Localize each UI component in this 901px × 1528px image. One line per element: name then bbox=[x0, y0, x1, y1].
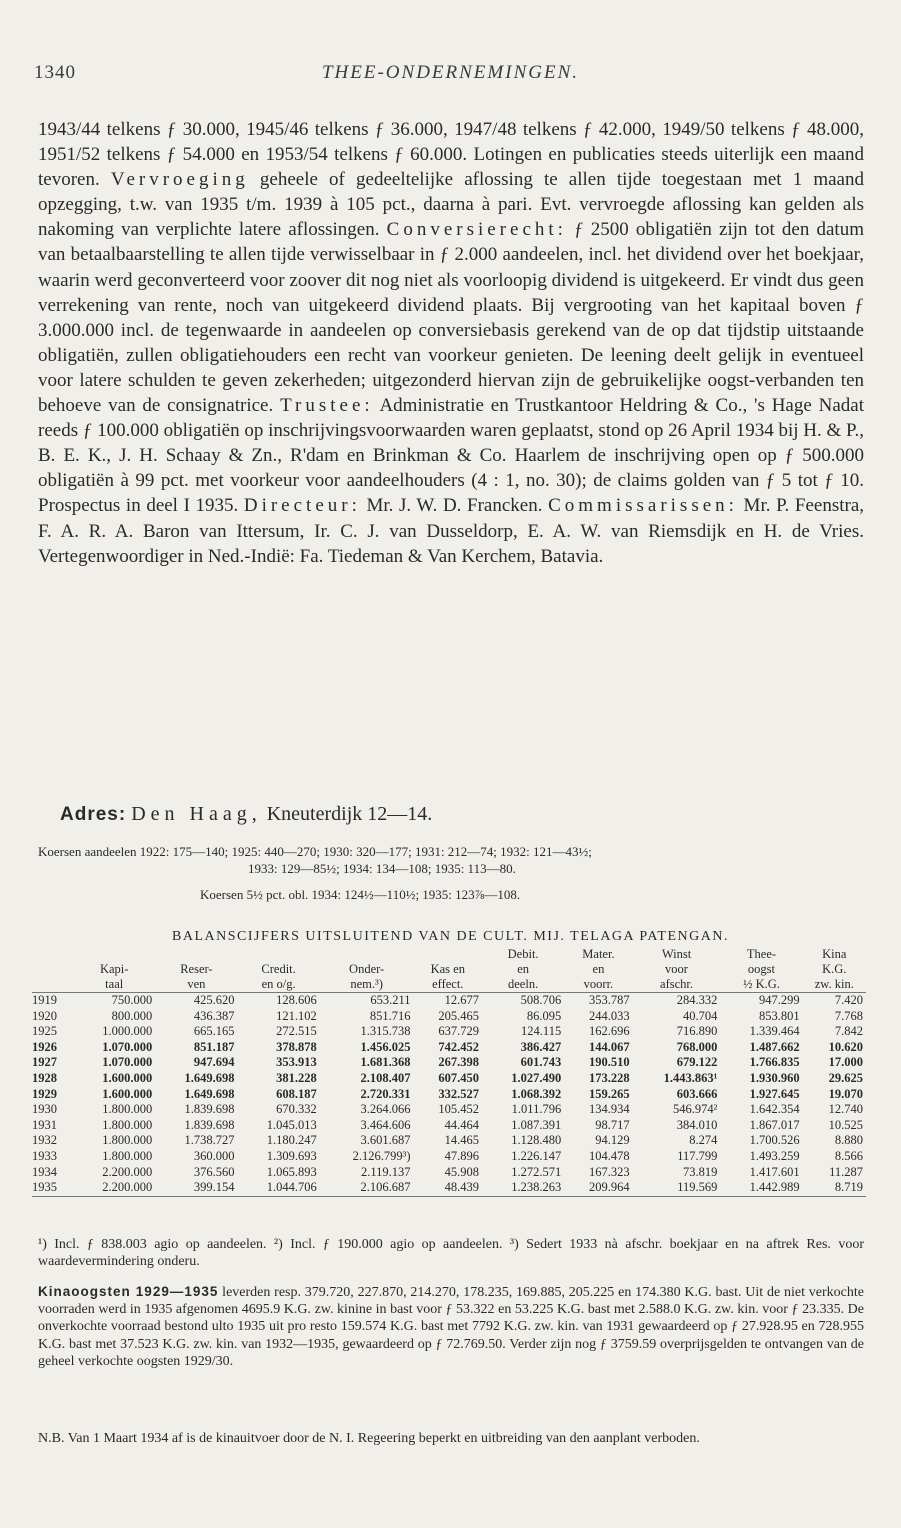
kina-harvest-paragraph bbox=[38, 1283, 864, 1370]
table-cell: 386.427 bbox=[520, 1039, 562, 1054]
table-header-row bbox=[32, 977, 866, 993]
body-paragraph bbox=[38, 117, 864, 569]
table-cell: 679.122 bbox=[676, 1055, 718, 1070]
table-cell: 45.908 bbox=[444, 1164, 479, 1179]
table-cell: 1.339.464 bbox=[749, 1024, 800, 1039]
year-cell: 1925 bbox=[32, 1024, 57, 1039]
table-cell: 353.787 bbox=[589, 993, 630, 1007]
table-cell: 7.420 bbox=[834, 993, 863, 1007]
column-header bbox=[32, 977, 73, 993]
table-cell: 1.649.698 bbox=[184, 1086, 235, 1101]
table-cell: 1.417.601 bbox=[749, 1164, 800, 1179]
table-cell: 3.601.687 bbox=[360, 1133, 411, 1148]
table-cell: 425.620 bbox=[193, 993, 235, 1007]
table-cell: 19.070 bbox=[828, 1086, 863, 1101]
year-cell: 1929 bbox=[32, 1086, 57, 1101]
table-cell: 742.452 bbox=[438, 1039, 479, 1054]
table-cell: 2.200.000 bbox=[73, 1180, 155, 1196]
table-cell: 716.890 bbox=[676, 1024, 718, 1039]
body-text-part: Mr. J. W. D. Francken. bbox=[360, 495, 549, 517]
column-header bbox=[155, 947, 237, 962]
table-row bbox=[32, 1009, 866, 1025]
table-row bbox=[32, 1102, 866, 1118]
table-cell: 1.800.000 bbox=[102, 1117, 153, 1132]
table-cell: 947.694 bbox=[193, 1055, 235, 1070]
table-cell: 1.315.738 bbox=[360, 1024, 411, 1039]
year-cell: 1931 bbox=[32, 1117, 57, 1132]
column-header bbox=[32, 947, 73, 962]
table-cell: 1.839.698 bbox=[184, 1117, 235, 1132]
table-cell: 1.011.796 bbox=[511, 1102, 562, 1117]
table-cell: 1.456.025 bbox=[360, 1039, 411, 1054]
table-cell: 1.068.392 bbox=[511, 1086, 562, 1101]
table-cell: 381.228 bbox=[276, 1070, 317, 1085]
table-row bbox=[32, 993, 866, 1009]
table-footnotes: ¹) Incl. ƒ 838.003 agio op aandeelen. ²) Incl. ƒ 190.000 agio op aandeelen. ³) Sedert 1933 nà afschr. boekjaar en na aftrek Res. voor waardevermindering onderu. bbox=[38, 1237, 864, 1269]
table-cell: 8.880 bbox=[834, 1133, 863, 1148]
column-header: deeln. bbox=[482, 977, 564, 993]
table-cell: 1.600.000 bbox=[102, 1086, 153, 1101]
table-cell: 190.510 bbox=[589, 1055, 630, 1070]
table-cell: 117.799 bbox=[677, 1148, 718, 1163]
table-cell: 653.211 bbox=[370, 993, 411, 1007]
body-text-part: ƒ 2500 obligatiën zijn tot den datum van betaalbaarstelling te allen tijde verwisselbaar in ƒ 2.000 aandeelen, incl. het dividend over het boekjaar, waarin werd geconverteerd voor zoover dit nog niet als voorloopig dividend is uitgekeerd. Er vindt dus geen verrekening van rente, noch van uitgekeerd dividend plaats. Bij vergrooting van het kapitaal boven ƒ 3.000.000 incl. de tegenwaarde in aandeelen op conversiebasis gerekend van de op dat tijdstip uitstaande obligatiën, zullen obligatiehouders een recht van voorkeur genieten. De leening deelt gelijk in eventueel voor latere schulden te geven zekerheden; uitgezonderd hiervan zijn de gebruikelijke oogst-verbanden ten behoeve van de consignatrice. bbox=[38, 219, 864, 417]
column-header: voor bbox=[665, 962, 688, 976]
table-cell: 1.927.645 bbox=[749, 1086, 800, 1101]
table-cell: 360.000 bbox=[193, 1148, 235, 1163]
table-cell: 48.439 bbox=[414, 1180, 482, 1196]
column-header: Debit. bbox=[507, 947, 539, 961]
table-cell: 1.027.490 bbox=[511, 1070, 562, 1085]
table-cell: 10.525 bbox=[828, 1117, 863, 1132]
table-cell: 162.696 bbox=[589, 1024, 630, 1039]
table-cell: 205.465 bbox=[438, 1008, 479, 1023]
table-cell: 1.087.391 bbox=[511, 1117, 562, 1132]
table-cell: 1.044.706 bbox=[238, 1180, 320, 1196]
body-text-part: Administratie en Trustkantoor Heldring & Co., 's Hage Nadat reeds ƒ 100.000 obligatiën op inschrijvingsvoorwaarden waren geplaatst, stond op 26 April 1934 bij H. & P., B. E. K., J. H. Schaay & Zn., R'dam en Brinkman & Co. Haarlem de inschrijving open op ƒ 500.000 obligatiën à 99 pct. met voorkeur voor aandeelhouders (4 : 1, no. 30); de claims golden van ƒ 5 tot ƒ 10. Prospectus in deel I 1935. bbox=[38, 395, 864, 517]
table-cell: 1.180.247 bbox=[266, 1133, 317, 1148]
share-prices bbox=[38, 844, 864, 877]
table-cell: 98.717 bbox=[595, 1117, 630, 1132]
table-cell: 7.842 bbox=[834, 1024, 863, 1039]
table-header-row bbox=[32, 962, 866, 977]
table-cell: 436.387 bbox=[193, 1008, 235, 1023]
column-header: Winst bbox=[661, 947, 692, 961]
year-cell: 1928 bbox=[32, 1070, 57, 1085]
table-cell: 11.287 bbox=[829, 1164, 863, 1179]
table-row bbox=[32, 1040, 866, 1056]
year-cell: 1935 bbox=[32, 1180, 73, 1196]
table-cell: 17.000 bbox=[828, 1055, 863, 1070]
table-cell: 173.228 bbox=[589, 1070, 630, 1085]
table-cell: 128.606 bbox=[276, 993, 317, 1007]
table-cell: 1.800.000 bbox=[102, 1148, 153, 1163]
column-header: effect. bbox=[414, 977, 482, 993]
year-cell: 1934 bbox=[32, 1164, 57, 1179]
column-header: oogst bbox=[747, 962, 776, 976]
table-cell: 1.800.000 bbox=[102, 1133, 153, 1148]
address-line bbox=[60, 803, 432, 826]
year-cell: 1932 bbox=[32, 1133, 57, 1148]
balance-table bbox=[32, 947, 866, 1197]
table-cell: 2.108.407 bbox=[360, 1070, 411, 1085]
table-cell: 608.187 bbox=[276, 1086, 317, 1101]
column-header: Mater. bbox=[582, 947, 615, 961]
address-label: Adres: bbox=[60, 804, 127, 825]
table-cell: 2.126.799³) bbox=[352, 1148, 411, 1163]
table-cell: 1.128.480 bbox=[511, 1133, 562, 1148]
table-cell: 1.493.259 bbox=[749, 1148, 800, 1163]
table-cell: 244.033 bbox=[589, 1008, 630, 1023]
table-cell: 607.450 bbox=[438, 1070, 479, 1085]
column-header bbox=[414, 947, 482, 962]
table-cell: 1.443.863¹ bbox=[663, 1070, 718, 1085]
table-header-row bbox=[32, 947, 866, 962]
table-cell: 73.819 bbox=[683, 1164, 718, 1179]
table-cell: 1.070.000 bbox=[102, 1039, 153, 1054]
table-cell: 8.274 bbox=[689, 1133, 718, 1148]
table-row bbox=[32, 1149, 866, 1165]
table-cell: 665.165 bbox=[193, 1024, 235, 1039]
table-cell: 399.154 bbox=[155, 1180, 237, 1196]
table-cell: 2.720.331 bbox=[360, 1086, 411, 1101]
table-cell: 10.620 bbox=[828, 1039, 863, 1054]
column-header bbox=[320, 947, 414, 962]
column-header: ½ K.G. bbox=[720, 977, 802, 993]
table-cell: 2.200.000 bbox=[102, 1164, 153, 1179]
table-cell: 167.323 bbox=[589, 1164, 630, 1179]
table-cell: 40.704 bbox=[683, 1008, 718, 1023]
column-header bbox=[32, 962, 73, 977]
vervroeging-label: Vervroeging bbox=[110, 169, 249, 191]
table-cell: 603.666 bbox=[676, 1086, 718, 1101]
table-cell: 12.677 bbox=[444, 993, 479, 1007]
table-cell: 8.566 bbox=[834, 1148, 863, 1163]
column-header: Onder- bbox=[349, 962, 385, 976]
table-cell: 119.569 bbox=[633, 1180, 721, 1196]
table-cell: 29.625 bbox=[828, 1070, 863, 1085]
table-cell: 1.238.263 bbox=[482, 1180, 564, 1196]
column-header: Credit. bbox=[261, 962, 296, 976]
column-header: Kas en bbox=[430, 962, 465, 976]
column-header bbox=[73, 947, 155, 962]
table-cell: 508.706 bbox=[520, 993, 562, 1007]
table-row bbox=[32, 1071, 866, 1087]
table-cell: 3.464.606 bbox=[360, 1117, 411, 1132]
column-header bbox=[238, 947, 320, 962]
column-header: afschr. bbox=[633, 977, 721, 993]
table-cell: 1.065.893 bbox=[266, 1164, 317, 1179]
address-city: Den Haag, bbox=[131, 803, 262, 825]
table-cell: 14.465 bbox=[444, 1133, 479, 1148]
table-cell: 1.766.835 bbox=[749, 1055, 800, 1070]
table-cell: 1.272.571 bbox=[511, 1164, 562, 1179]
table-cell: 637.729 bbox=[438, 1024, 479, 1039]
year-cell: 1919 bbox=[32, 993, 57, 1007]
table-cell: 1.839.698 bbox=[184, 1102, 235, 1117]
table-cell: 1.309.693 bbox=[266, 1148, 317, 1163]
year-cell: 1927 bbox=[32, 1055, 57, 1070]
table-cell: 7.768 bbox=[834, 1008, 863, 1023]
share-prices-line-2: 1933: 129—85½; 1934: 134—108; 1935: 113—80. bbox=[248, 860, 516, 876]
table-cell: 134.934 bbox=[589, 1102, 630, 1117]
table-cell: 670.332 bbox=[276, 1102, 317, 1117]
table-cell: 1.045.013 bbox=[266, 1117, 317, 1132]
table-cell: 144.067 bbox=[589, 1039, 630, 1054]
table-cell: 332.527 bbox=[438, 1086, 479, 1101]
table-cell: 284.332 bbox=[676, 993, 718, 1007]
table-cell: 2.106.687 bbox=[320, 1180, 414, 1196]
table-cell: 601.743 bbox=[520, 1055, 562, 1070]
table-cell: 384.010 bbox=[676, 1117, 718, 1132]
body-text-part: 1943/44 telkens ƒ 30.000, 1945/46 telkens ƒ 36.000, 1947/48 telkens ƒ 42.000, 1949/50 telkens ƒ 48.000, 1951/52 telkens ƒ 54.000 en 1953/54 telkens ƒ 60.000. Lotingen en publicaties steeds uiterlijk een maand tevoren. bbox=[38, 119, 864, 191]
table-cell: 750.000 bbox=[111, 993, 153, 1007]
table-row bbox=[32, 1165, 866, 1181]
table-cell: 47.896 bbox=[444, 1148, 479, 1163]
table-cell: 2.119.137 bbox=[361, 1164, 411, 1179]
column-header: en bbox=[517, 962, 529, 976]
table-cell: 104.478 bbox=[589, 1148, 630, 1163]
table-cell: 8.719 bbox=[803, 1180, 866, 1196]
table-cell: 851.716 bbox=[369, 1008, 411, 1023]
table-cell: 1.070.000 bbox=[102, 1055, 153, 1070]
directeur-label: Directeur: bbox=[243, 495, 361, 517]
table-cell: 1.649.698 bbox=[184, 1070, 235, 1085]
column-header: en o/g. bbox=[238, 977, 320, 993]
table-cell: 94.129 bbox=[595, 1133, 630, 1148]
table-cell: 1.642.354 bbox=[749, 1102, 800, 1117]
table-cell: 376.560 bbox=[193, 1164, 235, 1179]
bond-prices: Koersen 5½ pct. obl. 1934: 124½—110½; 1935: 123⅞—108. bbox=[200, 887, 521, 902]
table-cell: 12.740 bbox=[828, 1102, 863, 1117]
table-cell: 209.964 bbox=[564, 1180, 632, 1196]
table-cell: 851.187 bbox=[193, 1039, 235, 1054]
year-cell: 1930 bbox=[32, 1102, 57, 1117]
column-header: voorr. bbox=[564, 977, 632, 993]
table-row bbox=[32, 1180, 866, 1196]
table-cell: 159.265 bbox=[589, 1086, 630, 1101]
table-cell: 1.867.017 bbox=[749, 1117, 800, 1132]
table-cell: 947.299 bbox=[758, 993, 800, 1007]
table-cell: 768.000 bbox=[676, 1039, 718, 1054]
table-cell: 1.226.147 bbox=[511, 1148, 562, 1163]
table-cell: 267.398 bbox=[438, 1055, 479, 1070]
table-cell: 800.000 bbox=[111, 1008, 153, 1023]
page-number: 1340 bbox=[34, 62, 76, 83]
table-cell: 1.681.368 bbox=[360, 1055, 411, 1070]
table-cell: 3.264.066 bbox=[360, 1102, 411, 1117]
year-cell: 1920 bbox=[32, 1008, 57, 1023]
table-cell: 44.464 bbox=[444, 1117, 479, 1132]
body-text-part: Mr. P. Feenstra, F. A. R. A. Baron van Ittersum, Ir. C. J. van Dusseldorp, E. A. W. van Riemsdijk en H. de Vries. Vertegenwoordiger in Ned.-Indië: Fa. Tiedeman & Van Kerchem, Batavia. bbox=[38, 495, 865, 567]
table-cell: 1.442.989 bbox=[720, 1180, 802, 1196]
body-text-part: geheele of gedeeltelijke aflossing te allen tijde toegestaan met 1 maand opzegging, t.w. van 1935 t/m. 1939 à 105 pct., daarna à pari. Evt. vervroegde aflossing kan gelden als nakoming van verplichte latere aflossingen. bbox=[38, 169, 864, 241]
table-row bbox=[32, 1118, 866, 1134]
column-header: K.G. bbox=[822, 962, 847, 976]
table-cell: 124.115 bbox=[521, 1024, 562, 1039]
table-cell: 1.700.526 bbox=[749, 1133, 800, 1148]
balance-table-title: BALANSCIJFERS UITSLUITEND VAN DE CULT. MIJ. TELAGA PATENGAN. bbox=[172, 929, 729, 944]
column-header: ven bbox=[155, 977, 237, 993]
column-header: zw. kin. bbox=[803, 977, 866, 993]
table-cell: 1.000.000 bbox=[102, 1024, 153, 1039]
kina-harvest-label: Kinaoogsten 1929—1935 bbox=[38, 1284, 219, 1299]
column-header: Kina bbox=[822, 947, 847, 961]
share-prices-line-1: Koersen aandeelen 1922: 175—140; 1925: 440—270; 1930: 320—177; 1931: 212—74; 1932: 121—43½; bbox=[38, 844, 592, 859]
table-cell: 1.800.000 bbox=[102, 1102, 153, 1117]
column-header: nem.³) bbox=[320, 977, 414, 993]
conversierecht-label: Conversierecht: bbox=[386, 219, 567, 241]
column-header: Thee- bbox=[746, 947, 777, 961]
year-cell: 1926 bbox=[32, 1039, 57, 1054]
trustee-label: Trustee: bbox=[280, 395, 374, 417]
page-header bbox=[0, 62, 901, 92]
column-header: en bbox=[592, 962, 605, 976]
table-cell: 1.738.727 bbox=[184, 1133, 235, 1148]
table-cell: 86.095 bbox=[526, 1008, 562, 1023]
table-cell: 353.913 bbox=[276, 1055, 317, 1070]
table-row bbox=[32, 1024, 866, 1040]
table-cell: 1.600.000 bbox=[102, 1070, 153, 1085]
column-header: Reser- bbox=[180, 962, 213, 976]
running-title: THEE-ONDERNEMINGEN. bbox=[321, 62, 579, 83]
table-cell: 121.102 bbox=[276, 1008, 317, 1023]
table-row bbox=[32, 1087, 866, 1103]
year-cell: 1933 bbox=[32, 1148, 57, 1163]
column-header: taal bbox=[73, 977, 155, 993]
table-cell: 1.930.960 bbox=[749, 1070, 800, 1085]
table-row bbox=[32, 1055, 866, 1071]
column-header: Kapi- bbox=[99, 962, 129, 976]
table-cell: 378.878 bbox=[276, 1039, 317, 1054]
table-cell: 1.487.662 bbox=[749, 1039, 800, 1054]
commissarissen-label: Commissarissen: bbox=[548, 495, 738, 517]
table-cell: 853.801 bbox=[758, 1008, 800, 1023]
table-row bbox=[32, 1133, 866, 1149]
table-cell: 105.452 bbox=[438, 1102, 479, 1117]
table-cell: 546.974² bbox=[673, 1102, 718, 1117]
table-cell: 272.515 bbox=[276, 1024, 317, 1039]
address-street: Kneuterdijk 12—14. bbox=[261, 803, 433, 825]
nb-note: N.B. Van 1 Maart 1934 af is de kinauitvoer door de N. I. Regeering beperkt en uitbreiding van den aanplant verboden. bbox=[38, 1431, 700, 1446]
kina-harvest-text: leverden resp. 379.720, 227.870, 214.270, 178.235, 169.885, 205.225 en 174.380 K.G. bast. Uit de niet verkochte voorraden werd in 1935 afgenomen 4695.9 K.G. zw. kinine in bast voor ƒ 53.322 en 53.225 K.G. bast met 2.588.0 K.G. zw. kin. voor ƒ 23.335. De onverkochte voorraad bestond ulto 1935 uit pro resto 159.574 K.G. bast met 7792 K.G. zw. kin. van 1931 gewaardeerd op ƒ 27.928.95 en 728.955 K.G. bast met 37.523 K.G. zw. kin. van 1932—1935, gewaardeerd op ƒ 72.769.50. Verder zijn nog ƒ 3759.59 overprijsgelden te ontvangen van de geheel verkochte oogsten 1929/30. bbox=[38, 1285, 864, 1369]
